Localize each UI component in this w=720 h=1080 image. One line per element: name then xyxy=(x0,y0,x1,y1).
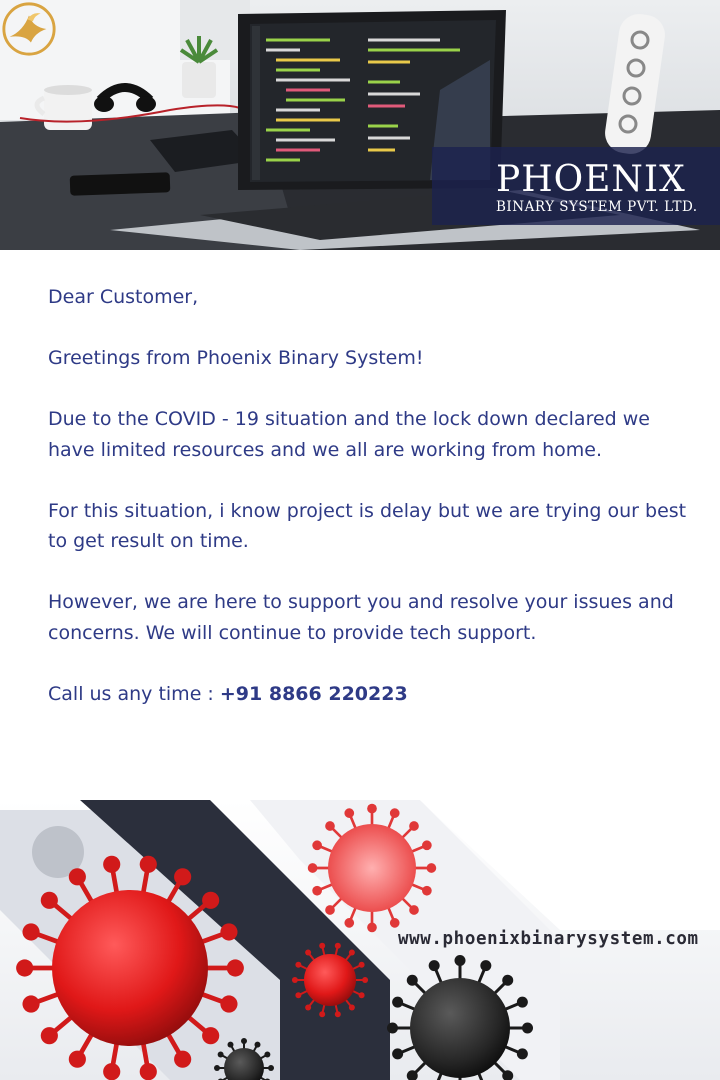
call-line xyxy=(48,679,688,710)
call-prefix: Call us any time : xyxy=(48,682,220,705)
website-link[interactable]: www.phoenixbinarysystem.com xyxy=(398,929,699,949)
letter-body xyxy=(48,282,688,740)
paragraph-support: However, we are here to support you and resolve your issues and concerns. We will continue to provide tech support. xyxy=(48,591,674,644)
greeting: Greetings from Phoenix Binary System! xyxy=(48,347,424,369)
salutation: Dear Customer, xyxy=(48,286,199,308)
virus-pink xyxy=(308,804,436,932)
phoenix-logo-icon xyxy=(0,0,58,58)
brand-name: PHOENIX xyxy=(496,159,686,200)
paragraph-covid: Due to the COVID - 19 situation and the lock down declared we have limited resources and we all are working from home. xyxy=(48,408,650,461)
paragraph-delay: For this situation, i know project is delay but we are trying our best to get result on time. xyxy=(48,499,687,552)
phone-number[interactable]: +91 8866 220223 xyxy=(219,682,408,705)
plant-pot xyxy=(182,62,216,98)
hero-banner xyxy=(0,0,720,250)
brand-subtitle: BINARY SYSTEM PVT. LTD. xyxy=(496,199,698,215)
smartphone xyxy=(70,172,171,195)
